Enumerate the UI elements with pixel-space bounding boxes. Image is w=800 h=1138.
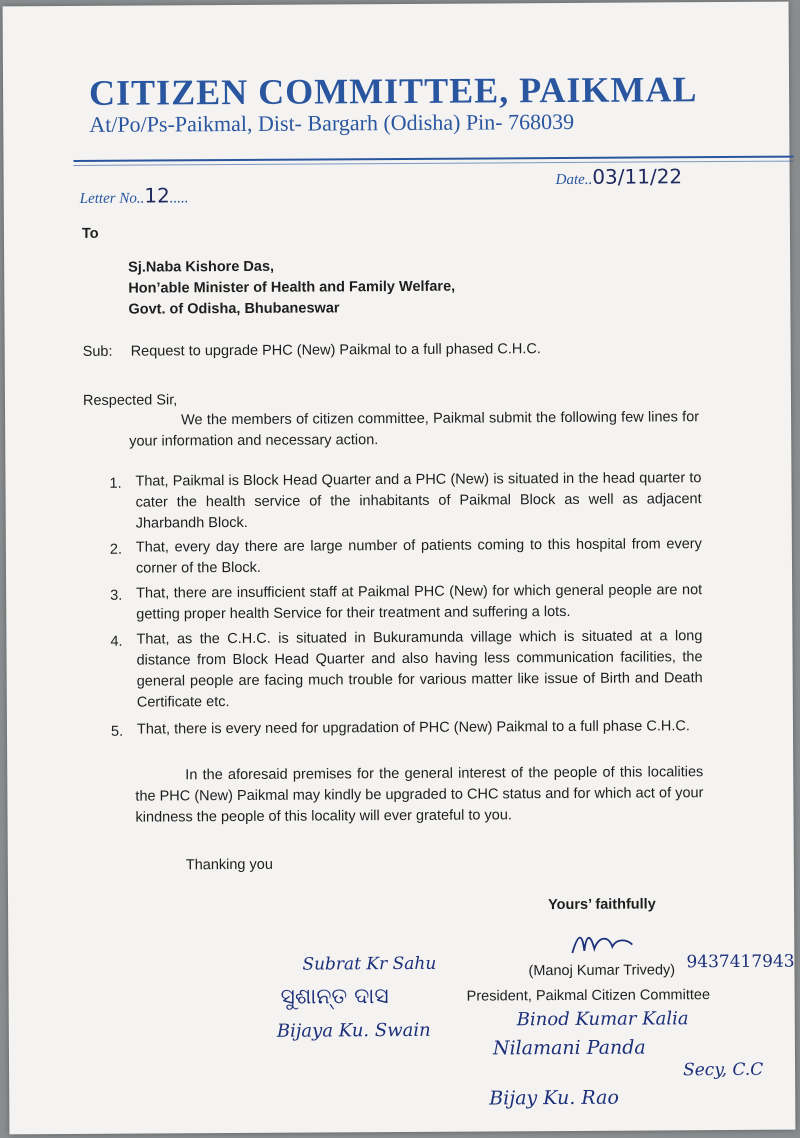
- signature-2: ସୁଶାନ୍ତ ଦାସ: [280, 984, 389, 1010]
- point-5-text: That, there is every need for upgradation of PHC (New) Paikmal to a full phase C.H.C.: [136, 718, 690, 738]
- letter-no-label: Letter No..12.....: [79, 183, 189, 208]
- salutation: Respected Sir,: [82, 392, 178, 409]
- signatory-phone: 9437417943: [686, 951, 795, 973]
- thanking-text: Thanking you: [185, 856, 273, 874]
- point-5-number: 5.: [110, 723, 124, 740]
- subject-label: Sub:: [82, 343, 113, 360]
- letterhead-title: CITIZEN COMMITTEE, PAIKMAL: [88, 69, 698, 113]
- point-2-text: That, every day there are large number of patients coming to this hospital from every corner of the Block.: [135, 536, 702, 577]
- closing-paragraph: In the aforesaid premises for the general interest of the people of this localities the PHC (New) Paikmal may kindly be upgraded to CHC status and for which act of your kindness the people of this locality will ever grateful to you.: [135, 764, 704, 826]
- signature-3: Bijaya Ku. Swain: [276, 1019, 431, 1042]
- signatory-name: (Manoj Kumar Trivedy): [528, 962, 676, 980]
- date-value: 03/11/22: [592, 164, 683, 189]
- point-3-text: That, there are insufficient staff at Paikmal PHC (New) for which general people are not getting proper health Service for their treatment and suffering a lots.: [136, 582, 703, 623]
- signature-4: Binod Kumar Kalia: [516, 1008, 689, 1031]
- recipient-name: Sj.Naba Kishore Das,: [128, 258, 275, 276]
- letter-paper: [3, 2, 796, 1135]
- signature-6: Secy, C.C: [683, 1059, 764, 1081]
- signature-1: Subrat Kr Sahu: [302, 953, 437, 975]
- letterhead-rule-thin: [74, 161, 794, 166]
- signature-7: Bijay Ku. Rao: [489, 1086, 619, 1110]
- signature-5: Nilamani Panda: [492, 1036, 646, 1060]
- date-field: Date..03/11/22: [555, 164, 683, 189]
- point-1-text: That, Paikmal is Block Head Quarter and a PHC (New) is situated in the head quarter to cater the health service of the inhabitants of Paikmal Block as well as adjacent Jharbandh Block.: [135, 470, 702, 532]
- point-3-number: 3.: [110, 587, 123, 604]
- point-2-number: 2.: [109, 541, 123, 558]
- point-4-number: 4.: [110, 633, 123, 650]
- point-1-number: 1.: [109, 475, 122, 492]
- president-signature-mark: [568, 929, 638, 961]
- signatory-title: President, Paikmal Citizen Committee: [466, 987, 711, 1005]
- subject-text: Request to upgrade PHC (New) Paikmal to a full phased C.H.C.: [130, 341, 541, 360]
- recipient-designation: Hon’able Minister of Health and Family Welfare,: [128, 278, 456, 297]
- recipient-office: Govt. of Odisha, Bhubaneswar: [128, 300, 340, 318]
- yours-faithfully: Yours’ faithfully: [548, 896, 656, 914]
- point-4-text: That, as the C.H.C. is situated in Bukuramunda village which is situated at a long distance from Block Head Quarter and also having less communication facilities, the general people are facing much trouble for various matter like issue of Birth and Death Certificate etc.: [136, 628, 703, 711]
- letter-no-value: 12: [144, 183, 170, 208]
- letterhead-address: At/Po/Ps-Paikmal, Dist- Bargarh (Odisha) Pin- 768039: [89, 108, 575, 137]
- intro-paragraph: We the members of citizen committee, Paikmal submit the following few lines for your information and necessary action.: [129, 409, 700, 450]
- to-label: To: [81, 225, 99, 242]
